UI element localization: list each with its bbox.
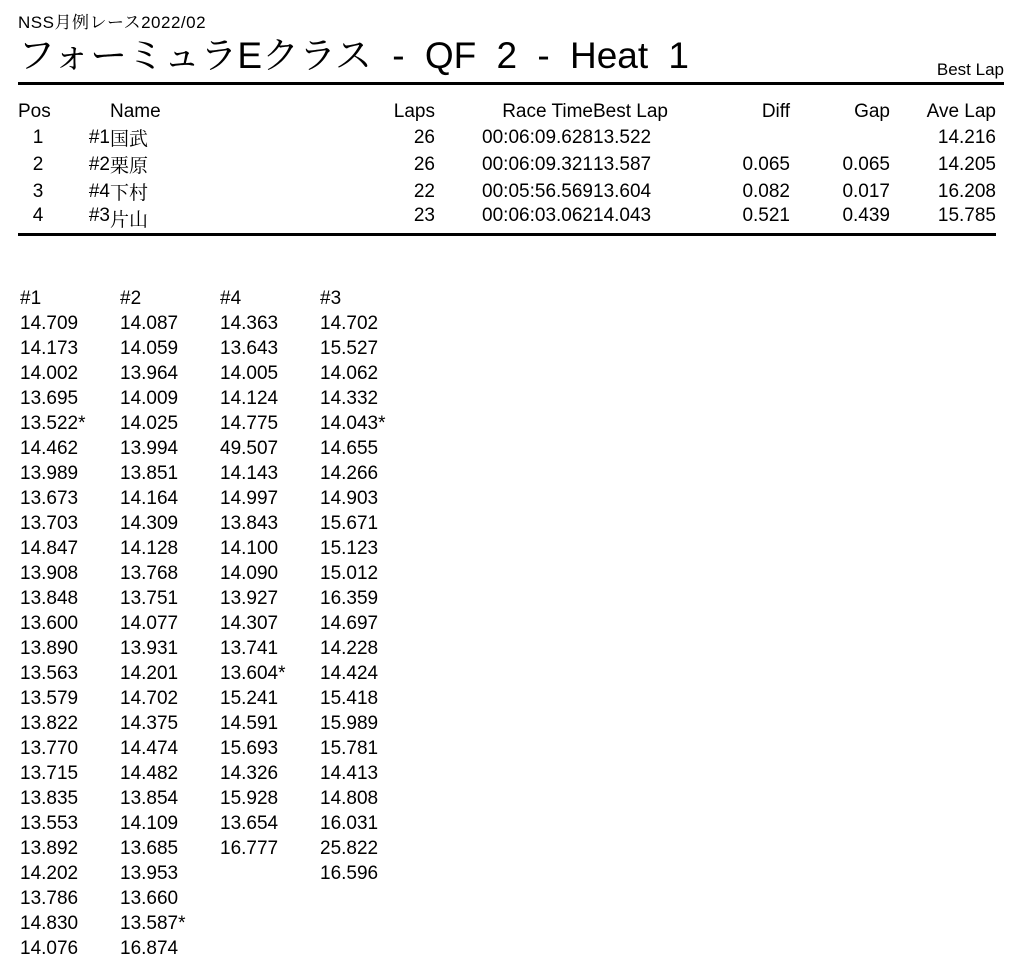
- results-row: [18, 205, 996, 234]
- lap-time: 13.522*: [20, 412, 86, 434]
- header-car: [58, 99, 110, 124]
- lap-column: [220, 286, 320, 961]
- car-cell: #1: [88, 126, 110, 148]
- lap-time: 13.579: [20, 687, 79, 709]
- gap-cell: 0.065: [842, 153, 890, 175]
- lap-time: 13.654: [220, 812, 279, 834]
- lap-time: 14.202: [20, 862, 79, 884]
- lap-time: 13.927: [220, 587, 279, 609]
- diff-cell: 0.521: [742, 205, 790, 226]
- laps-cell: 23: [413, 205, 435, 226]
- lap-column-header: #1: [20, 287, 42, 309]
- lap-time: 15.241: [220, 687, 279, 709]
- lap-time: 13.770: [20, 737, 79, 759]
- lap-time: 14.173: [20, 337, 79, 359]
- lap-time: 14.808: [320, 787, 379, 809]
- lap-column-header: #2: [120, 287, 142, 309]
- lap-time: 14.702: [320, 312, 379, 334]
- lap-time: 25.822: [320, 837, 379, 859]
- results-header-row: [18, 99, 996, 124]
- lap-time: 14.087: [120, 312, 179, 334]
- lap-time: 14.997: [220, 487, 279, 509]
- lap-time: 16.874: [120, 937, 179, 959]
- lap-time: 14.332: [320, 387, 379, 409]
- header-pos: Pos: [18, 100, 51, 122]
- lap-time: 13.822: [20, 712, 79, 734]
- lap-time: 15.123: [320, 537, 379, 559]
- lap-time: 14.424: [320, 662, 379, 684]
- lap-time: 14.591: [220, 712, 279, 734]
- lap-time: 14.002: [20, 362, 79, 384]
- lap-time: 14.109: [120, 812, 179, 834]
- lap-time: 13.600: [20, 612, 79, 634]
- results-table: [18, 99, 996, 236]
- race-time-cell: 00:06:09.321: [482, 153, 593, 175]
- lap-time: 14.005: [220, 362, 279, 384]
- lap-time: 13.892: [20, 837, 79, 859]
- lap-time: 16.031: [320, 812, 379, 834]
- header-best-lap: Best Lap: [593, 100, 668, 122]
- lap-time: 14.143: [220, 462, 279, 484]
- lap-time: 15.012: [320, 562, 379, 584]
- results-row: [18, 124, 996, 151]
- laps-cell: 22: [413, 180, 435, 202]
- lap-time: 14.059: [120, 337, 179, 359]
- lap-time: 14.124: [220, 387, 279, 409]
- lap-time: 15.989: [320, 712, 379, 734]
- lap-time: 14.062: [320, 362, 379, 384]
- car-cell: #3: [88, 205, 110, 226]
- lap-time: 13.660: [120, 887, 179, 909]
- lap-time: 14.309: [120, 512, 179, 534]
- car-cell: #2: [88, 153, 110, 175]
- lap-time: 14.462: [20, 437, 79, 459]
- best-lap-cell: 13.587: [593, 153, 652, 175]
- header-name: Name: [110, 100, 161, 122]
- title-bar: [18, 34, 1004, 85]
- lap-column: [120, 286, 220, 961]
- lap-time: 13.854: [120, 787, 179, 809]
- best-lap-note: Best Lap: [936, 60, 1004, 79]
- lap-column: [20, 286, 120, 961]
- event-subtitle: NSS月例レース2022/02: [18, 13, 207, 32]
- diff-cell: 0.082: [742, 180, 790, 202]
- lap-time: 15.671: [320, 512, 379, 534]
- results-row: [18, 151, 996, 178]
- lap-column: [320, 286, 420, 961]
- lap-time: 16.777: [220, 837, 279, 859]
- lap-time: 13.751: [120, 587, 179, 609]
- lap-time: 14.043*: [320, 412, 386, 434]
- lap-time: 14.009: [120, 387, 179, 409]
- gap-cell: [790, 124, 890, 151]
- best-lap-cell: 14.043: [593, 205, 652, 226]
- header-diff: Diff: [761, 100, 790, 122]
- lap-time: 14.076: [20, 937, 79, 959]
- lap-time: 13.851: [120, 462, 179, 484]
- best-lap-cell: 13.522: [593, 126, 652, 148]
- gap-cell: 0.439: [842, 205, 890, 226]
- pos-cell: 1: [32, 126, 44, 148]
- lap-time: 13.587*: [120, 912, 186, 934]
- lap-column-header: #3: [320, 287, 342, 309]
- lap-time: 13.953: [120, 862, 179, 884]
- lap-time: 14.363: [220, 312, 279, 334]
- lap-chart: [18, 286, 1004, 961]
- lap-time: 16.596: [320, 862, 379, 884]
- lap-time: 13.563: [20, 662, 79, 684]
- lap-time: 15.693: [220, 737, 279, 759]
- pos-cell: 2: [32, 153, 44, 175]
- laps-cell: 26: [413, 126, 435, 148]
- lap-time: 14.326: [220, 762, 279, 784]
- lap-time: 14.847: [20, 537, 79, 559]
- lap-time: 13.908: [20, 562, 79, 584]
- lap-time: 14.413: [320, 762, 379, 784]
- lap-time: 13.604*: [220, 662, 286, 684]
- lap-time: 14.201: [120, 662, 179, 684]
- pos-cell: 3: [32, 180, 44, 202]
- pos-cell: 4: [32, 205, 44, 226]
- ave-lap-cell: 14.216: [937, 126, 996, 148]
- lap-time: 15.418: [320, 687, 379, 709]
- lap-time: 14.266: [320, 462, 379, 484]
- lap-time: 14.100: [220, 537, 279, 559]
- diff-cell: 0.065: [742, 153, 790, 175]
- lap-time: 15.928: [220, 787, 279, 809]
- header-ave-lap: Ave Lap: [926, 100, 996, 122]
- name-cell: 片山: [110, 209, 149, 231]
- lap-time: 14.830: [20, 912, 79, 934]
- lap-time: 15.781: [320, 737, 379, 759]
- lap-time: 14.128: [120, 537, 179, 559]
- lap-time: 13.673: [20, 487, 79, 509]
- lap-time: 13.890: [20, 637, 79, 659]
- lap-time: 14.903: [320, 487, 379, 509]
- lap-time: 13.685: [120, 837, 179, 859]
- lap-time: 13.695: [20, 387, 79, 409]
- lap-time: 13.848: [20, 587, 79, 609]
- lap-time: 13.703: [20, 512, 79, 534]
- lap-time: 16.359: [320, 587, 379, 609]
- diff-cell: [735, 124, 790, 151]
- lap-time: 13.931: [120, 637, 179, 659]
- gap-cell: 0.017: [842, 180, 890, 202]
- lap-time: 14.482: [120, 762, 179, 784]
- lap-time: 14.709: [20, 312, 79, 334]
- lap-time: 13.843: [220, 512, 279, 534]
- header-gap: Gap: [854, 100, 890, 122]
- lap-time: 13.643: [220, 337, 279, 359]
- lap-time: 14.702: [120, 687, 179, 709]
- lap-time: 13.989: [20, 462, 79, 484]
- name-cell: 下村: [110, 182, 149, 204]
- ave-lap-cell: 14.205: [937, 153, 996, 175]
- lap-time: 14.474: [120, 737, 179, 759]
- lap-time: 14.228: [320, 637, 379, 659]
- lap-time: 14.375: [120, 712, 179, 734]
- header-laps: Laps: [393, 100, 435, 122]
- lap-time: 13.786: [20, 887, 79, 909]
- lap-time: 13.715: [20, 762, 79, 784]
- car-cell: #4: [88, 180, 110, 202]
- lap-time: 14.164: [120, 487, 179, 509]
- ave-lap-cell: 16.208: [937, 180, 996, 202]
- lap-time: 13.964: [120, 362, 179, 384]
- page-title: フォーミュラEクラス - QF 2 - Heat 1: [18, 35, 689, 76]
- lap-time: 15.527: [320, 337, 379, 359]
- lap-time: 14.090: [220, 562, 279, 584]
- lap-time: 14.077: [120, 612, 179, 634]
- race-time-cell: 00:06:09.628: [482, 126, 593, 148]
- lap-time: 49.507: [220, 437, 279, 459]
- results-row: [18, 178, 996, 205]
- header-race-time: Race Time: [502, 100, 593, 122]
- lap-column-header: #4: [220, 287, 242, 309]
- ave-lap-cell: 15.785: [937, 205, 996, 226]
- lap-time: 14.655: [320, 437, 379, 459]
- race-time-cell: 00:05:56.569: [482, 180, 593, 202]
- lap-time: 13.835: [20, 787, 79, 809]
- lap-time: 14.697: [320, 612, 379, 634]
- lap-time: 13.741: [220, 637, 279, 659]
- results-body: [18, 124, 996, 234]
- name-cell: 栗原: [110, 155, 149, 177]
- name-cell: 国武: [110, 128, 149, 150]
- lap-time: 14.307: [220, 612, 279, 634]
- laps-cell: 26: [413, 153, 435, 175]
- lap-time: 14.775: [220, 412, 279, 434]
- best-lap-cell: 13.604: [593, 180, 652, 202]
- lap-time: 13.768: [120, 562, 179, 584]
- lap-time: 13.994: [120, 437, 179, 459]
- race-time-cell: 00:06:03.062: [482, 205, 593, 226]
- lap-time: 13.553: [20, 812, 79, 834]
- lap-time: 14.025: [120, 412, 179, 434]
